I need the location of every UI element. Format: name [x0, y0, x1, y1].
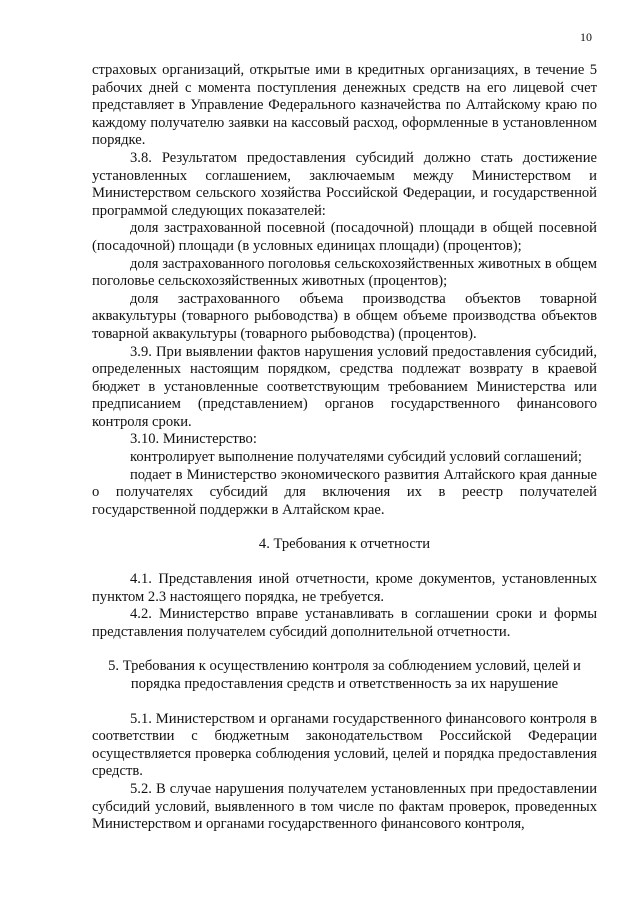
paragraph-indicator-aquaculture: доля застрахованного объема производства объектов товарной аквакультуры (товарного рыбоводства) в общем объеме производства объектов товарной аквакультуры (товарного рыбоводства) (процентов). [92, 290, 597, 342]
paragraph-5-1: 5.1. Министерством и органами государственного финансового контроля в соответствии с бюджетным законодательством Российской Федерации осуществляется проверка соблюдения условий, целей и порядка предоставления средств. [92, 710, 597, 780]
paragraph-3-10: 3.10. Министерство: [130, 431, 257, 448]
paragraph-ministry-submits: подает в Министерство экономического развития Алтайского края данные о получателях субсидий для включения их в реестр получателей государственной поддержки в Алтайском крае. [92, 466, 597, 518]
page-number: 10 [580, 30, 592, 44]
paragraph-3-9: 3.9. При выявлении фактов нарушения условий предоставления субсидий, определенных настоящим порядком, средства подлежат возврату в краевой бюджет в установленные соответствующим требованием Министерства или предписанием (представлением) органов государственного финансового контроля сроки. [92, 343, 597, 430]
paragraph-4-2: 4.2. Министерство вправе устанавливать в соглашении сроки и формы представления получателем субсидий дополнительной отчетности. [92, 606, 597, 640]
section-4-heading: 4. Требования к отчетности [258, 536, 431, 553]
section-5-heading: 5. Требования к осуществлению контроля за соблюдением условий, целей и порядка предоставления средств и ответственность за их нарушение [108, 658, 581, 692]
document-body [92, 62, 597, 834]
paragraph-ministry-controls: контролирует выполнение получателями субсидий условий соглашений; [130, 449, 582, 466]
paragraph-4-1: 4.1. Представления иной отчетности, кроме документов, установленных пунктом 2.3 настоящего порядка, не требуется. [92, 571, 597, 605]
paragraph-5-2: 5.2. В случае нарушения получателем установленных при предоставлении субсидий условий, выявленного в том числе по фактам проверок, проведенных Министерством и органами государственного финансового контроля, [92, 780, 597, 833]
paragraph-indicator-crop-area: доля застрахованной посевной (посадочной) площади в общей посевной (посадочной) площади (в условных единицах площади) (процентов); [92, 220, 597, 254]
paragraph-continuation: страховых организаций, открытые ими в кредитных организациях, в течение 5 рабочих дней с момента поступления денежных средств на его лицевой счет представляет в Управление Федерального казначейства по Алтайскому краю по каждому получателю заявки на кассовый расход, оформленные в установленном порядке. [92, 62, 597, 149]
paragraph-indicator-livestock: доля застрахованного поголовья сельскохозяйственных животных в общем поголовье сельскохозяйственных животных (процентов); [92, 255, 597, 290]
paragraph-3-8: 3.8. Результатом предоставления субсидий должно стать достижение установленных соглашением, заключаемым между Министерством и Министерством сельского хозяйства Российской Федерации, и государственной программой следующих показателей: [92, 149, 597, 219]
